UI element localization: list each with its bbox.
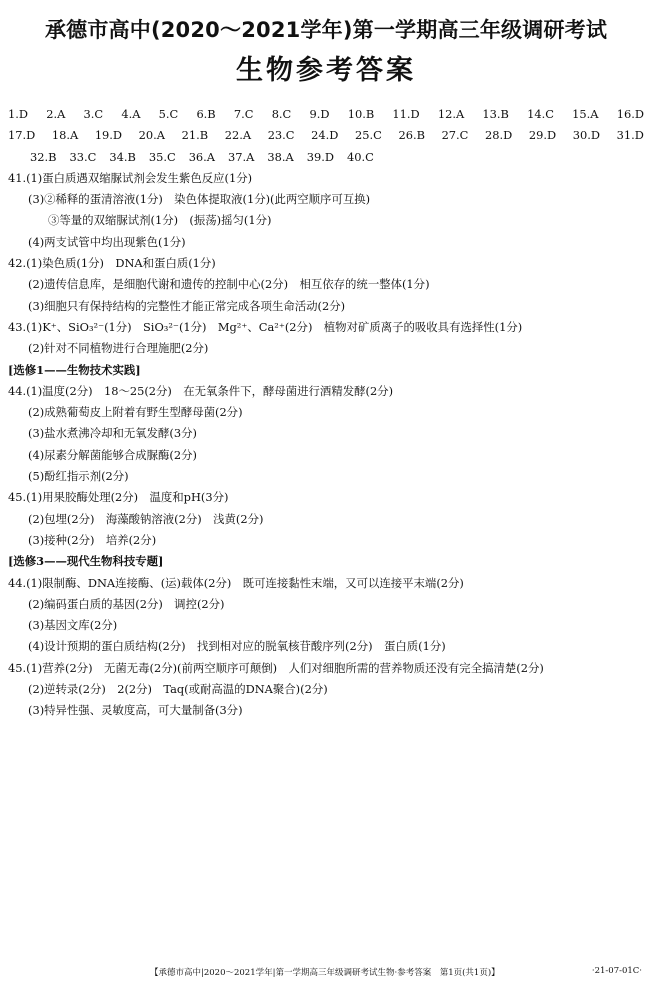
answer-line: (2)针对不同植物进行合理施肥(2分)	[28, 341, 209, 356]
mc-answers-row-3	[8, 147, 644, 168]
section-heading-elective-1: [选修1——生物技术实践]	[8, 362, 141, 377]
answer-line: 41.(1)蛋白质遇双缩脲试剂会发生紫色反应(1分)	[8, 170, 253, 185]
answer-line: 44.(1)温度(2分) 18～25(2分) 在无氧条件下，酵母菌进行酒精发酵(2分)	[8, 383, 394, 398]
mc-answer: 2.A	[46, 107, 66, 121]
mc-answer: 36.A	[188, 149, 216, 164]
mc-answer: 22.A	[224, 128, 252, 143]
mc-answers-row-1	[8, 104, 644, 125]
mc-answer: 15.A	[572, 107, 599, 121]
mc-answer: 29.D	[528, 128, 557, 143]
answer-line: (2)包埋(2分) 海藻酸钠溶液(2分) 浅黄(2分)	[28, 511, 264, 526]
answer-line: (4)两支试管中均出现紫色(1分)	[28, 234, 186, 249]
mc-answer: 8.C	[271, 107, 292, 121]
mc-answer: 6.B	[196, 107, 216, 121]
answer-line: (4)尿素分解菌能够合成脲酶(2分)	[28, 447, 197, 462]
mc-answer: 24.D	[311, 128, 339, 143]
mc-answer: 3.C	[83, 107, 104, 121]
mc-answer: 31.D	[616, 128, 644, 143]
mc-answer: 38.A	[267, 149, 294, 164]
mc-answer: 35.C	[148, 149, 176, 164]
answer-line: (3)接种(2分) 培养(2分)	[28, 532, 157, 547]
answer-line: (5)酚红指示剂(2分)	[28, 469, 129, 484]
mc-answer: 26.B	[398, 128, 425, 143]
mc-answer: 17.D	[8, 128, 36, 143]
mc-answer: 37.A	[228, 149, 255, 164]
mc-answer: 28.D	[485, 128, 513, 143]
mc-answer: 32.B	[30, 149, 57, 164]
answer-line: (2)编码蛋白质的基因(2分) 调控(2分)	[28, 596, 225, 611]
mc-answer: 12.A	[437, 107, 465, 121]
mc-answer: 5.C	[158, 107, 179, 121]
mc-answer: 21.B	[181, 128, 209, 143]
page-footer	[150, 966, 642, 978]
mc-answer: 1.D	[8, 107, 29, 121]
answer-line: (3)②稀释的蛋清溶液(1分) 染色体提取液(1分)(此两空顺序可互换)	[28, 192, 371, 207]
answer-line: (2)逆转录(2分) 2(2分) Taq(或耐高温的DNA聚合)(2分)	[28, 682, 328, 697]
answer-line: 45.(1)营养(2分) 无菌无毒(2分)(前两空顺序可颠倒) 人们对细胞所需的营养物质还没有完全搞清楚(2分)	[8, 660, 544, 675]
answer-line: (3)细胞只有保持结构的完整性才能正常完成各项生命活动(2分)	[28, 298, 346, 313]
answer-line: (3)盐水煮沸冷却和无氧发酵(3分)	[28, 426, 197, 441]
answer-line: (3)特异性强、灵敏度高，可大量制备(3分)	[28, 703, 243, 718]
mc-answer: 16.D	[616, 107, 644, 121]
mc-answer: 9.D	[309, 107, 330, 121]
mc-answer: 34.B	[109, 149, 136, 164]
answer-line: (4)设计预期的蛋白质结构(2分) 找到相对应的脱氧核苷酸序列(2分) 蛋白质(1分)	[28, 639, 446, 654]
section-heading-elective-3: [选修3——现代生物科技专题]	[8, 554, 164, 569]
mc-answer: 30.D	[572, 128, 600, 143]
mc-answer: 27.C	[441, 128, 469, 143]
mc-answer: 4.A	[121, 107, 141, 121]
footer-code: ·21-07-01C·	[591, 966, 642, 976]
mc-answer: 23.C	[267, 128, 295, 143]
mc-answer: 14.C	[527, 107, 554, 121]
answer-line: 44.(1)限制酶、DNA连接酶、(运)载体(2分) 既可连接黏性末端，又可以连接平末端(2分)	[8, 575, 464, 590]
mc-answer: 33.C	[69, 149, 97, 164]
answer-line: 43.(1)K⁺、SiO₃²⁻(1分) SiO₃²⁻(1分) Mg²⁺、Ca²⁺(2分) 植物对矿质离子的吸收具有选择性(1分)	[8, 319, 523, 334]
answer-line: 45.(1)用果胶酶处理(2分) 温度和pH(3分)	[8, 490, 229, 505]
answer-content	[8, 104, 644, 722]
mc-answer: 25.C	[355, 128, 382, 143]
mc-answer: 39.D	[306, 149, 334, 164]
answer-line: (2)成熟葡萄皮上附着有野生型酵母菌(2分)	[28, 405, 243, 420]
mc-answer: 7.C	[233, 107, 254, 121]
mc-answer: 10.B	[347, 107, 375, 121]
answer-key-title: 生物参考答案	[236, 55, 416, 86]
mc-answer: 20.A	[138, 128, 166, 143]
answer-line: ③等量的双缩脲试剂(1分) (振荡)摇匀(1分)	[48, 213, 272, 228]
exam-title: 承德市高中(2020～2021学年)第一学期高三年级调研考试	[44, 18, 608, 42]
mc-answer: 11.D	[392, 107, 420, 121]
footer-source: 【承德市高中|2020～2021学年|第一学期高三年级调研考试生物·参考答案 第1页(共1页)】	[150, 968, 500, 978]
mc-answer: 13.B	[482, 107, 509, 121]
mc-answers-row-2	[8, 125, 644, 146]
answer-line: (3)基因文库(2分)	[28, 618, 118, 633]
mc-answer: 19.D	[94, 128, 123, 143]
mc-answer: 40.C	[346, 149, 374, 164]
answer-line: (2)遗传信息库，是细胞代谢和遗传的控制中心(2分) 相互依存的统一整体(1分)	[28, 277, 430, 292]
mc-answer: 18.A	[51, 128, 79, 143]
answer-line: 42.(1)染色质(1分) DNA和蛋白质(1分)	[8, 256, 216, 271]
